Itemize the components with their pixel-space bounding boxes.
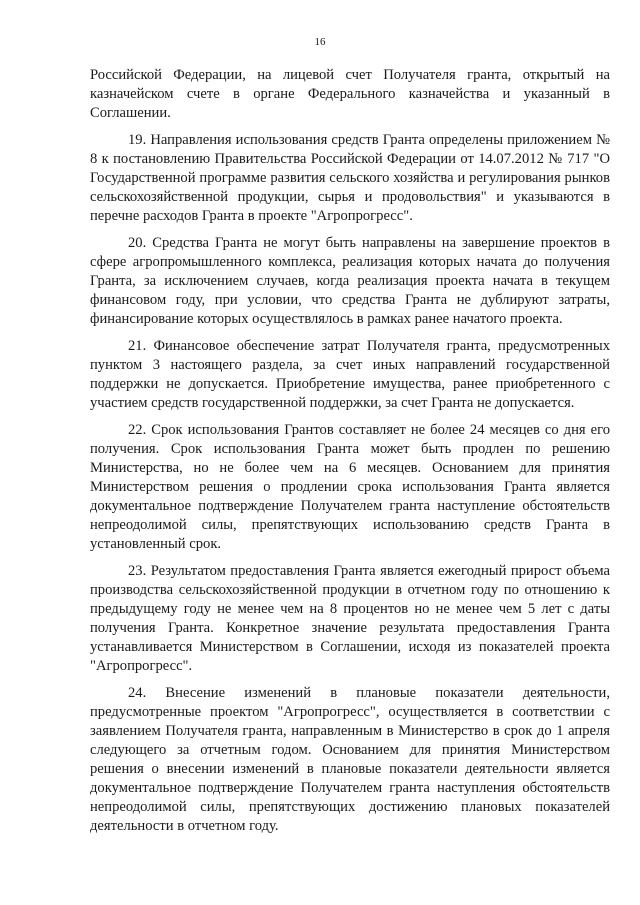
- paragraph-continuation: Российской Федерации, на лицевой счет Получателя гранта, открытый на казначейском счете в органе Федерального казначейства и указанный в Соглашении.: [90, 67, 610, 121]
- page-number: 16: [314, 36, 326, 48]
- paragraph-19-grant-use-directions: 19. Направления использования средств Гранта определены приложением № 8 к постановлению Правительства Российской Федерации от 14.07.2012 № 717 "О Государственной программе развития сельского хозяйства и регулирования рынков сельскохозяйственной продукции, сырья и продовольствия" и указываются в перечне расходов Гранта в проекте "Агропрогресс".: [90, 132, 610, 224]
- paragraph-22-grant-term: 22. Срок использования Грантов составляет не более 24 месяцев со дня его получения. Срок использования Гранта может быть продлен по решению Министерства, но не более чем на 6 месяцев. Основанием для принятия Министерством решения о продлении срока использования Гранта является документальное подтверждение Получателем гранта наступление обстоятельств непреодолимой силы, препятствующих использованию средств Гранта в установленный срок.: [90, 422, 610, 552]
- paragraph-21-cost-financing: 21. Финансовое обеспечение затрат Получателя гранта, предусмотренных пунктом 3 настоящего раздела, за счет иных направлений государственной поддержки не допускается. Приобретение имущества, ранее приобретенного с участием средств государственной поддержки, за счет Гранта не допускается.: [90, 338, 610, 411]
- document-body: [90, 66, 610, 844]
- paragraph-24-plan-changes: 24. Внесение изменений в плановые показатели деятельности, предусмотренные проектом "Агропрогресс", осуществляется в соответствии с заявлением Получателя гранта, направленным в Министерство в срок до 1 апреля следующего за отчетным годом. Основанием для принятия Министерством решения о внесении изменений в плановые показатели деятельности является документальное подтверждение Получателем гранта наступления обстоятельств непреодолимой силы, препятствующих достижению плановых показателей деятельности в отчетном году.: [90, 685, 610, 834]
- paragraph-23-grant-result: 23. Результатом предоставления Гранта является ежегодный прирост объема производства сельскохозяйственной продукции в отчетном году по отношению к предыдущему году не менее чем на 8 процентов но не менее чем 5 лет с даты получения Гранта. Конкретное значение результата предоставления Гранта устанавливается Министерством в Соглашении, исходя из показателей проекта "Агропрогресс".: [90, 563, 610, 674]
- paragraph-20-grant-restrictions: 20. Средства Гранта не могут быть направлены на завершение проектов в сфере агропромышленного комплекса, реализация которых начата до получения Гранта, за исключением случаев, когда реализация проекта начата в текущем финансовом году, при условии, что средства Гранта не дублируют затраты, финансирование которых осуществлялось в рамках ранее начатого проекта.: [90, 235, 610, 327]
